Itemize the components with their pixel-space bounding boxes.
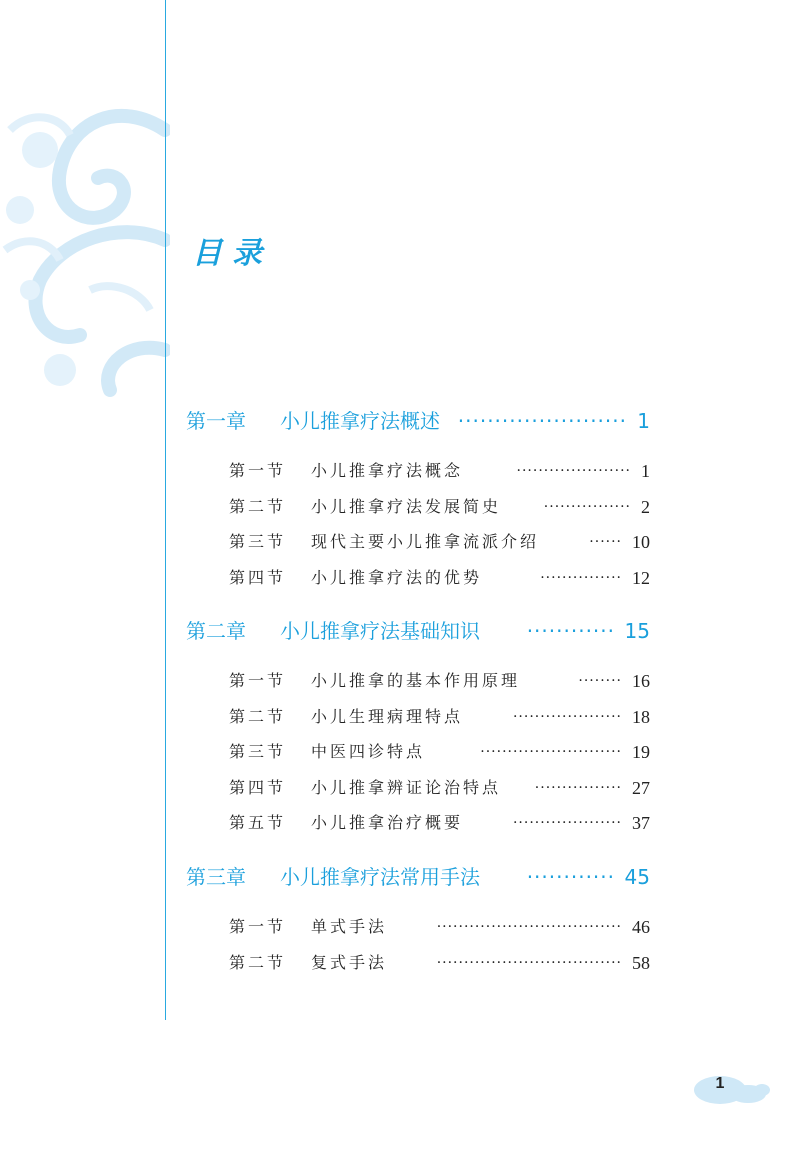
section-title: 小儿推拿治疗概要 (311, 813, 464, 832)
page-number: 1 (715, 1075, 725, 1092)
section-entry[interactable] (0, 948, 800, 978)
section-number: 第二节 (229, 707, 287, 726)
section-number: 第一节 (229, 917, 287, 936)
section-number: 第一节 (229, 461, 287, 480)
chapter-page: 45 (624, 865, 650, 889)
chapter-number: 第三章 (186, 865, 246, 889)
section-entry[interactable] (0, 456, 800, 486)
leader-dots: ····················· (516, 463, 631, 479)
chapter-title: 小儿推拿疗法概述 (280, 409, 440, 433)
section-page: 2 (641, 497, 650, 517)
section-title: 单式手法 (311, 917, 388, 936)
section-page: 37 (632, 813, 650, 833)
section-number: 第二节 (229, 953, 287, 972)
chapter-entry[interactable] (0, 616, 800, 646)
section-page: 10 (632, 532, 650, 552)
section-entry[interactable] (0, 666, 800, 696)
leader-dots: ·································· (436, 919, 622, 935)
section-title: 小儿推拿疗法概念 (311, 461, 464, 480)
section-page: 19 (632, 742, 650, 762)
section-page: 27 (632, 778, 650, 798)
section-number: 第一节 (229, 671, 287, 690)
section-entry[interactable] (0, 492, 800, 522)
leader-dots: ·································· (436, 955, 622, 971)
section-title: 小儿推拿疗法的优势 (311, 568, 483, 587)
section-entry[interactable] (0, 737, 800, 767)
leader-dots: ······ (589, 534, 622, 550)
section-number: 第四节 (229, 778, 287, 797)
chapter-number: 第一章 (186, 409, 246, 433)
section-entry[interactable] (0, 563, 800, 593)
section-entry[interactable] (0, 702, 800, 732)
leader-dots: ········ (578, 673, 622, 689)
section-page: 1 (641, 461, 650, 481)
leader-dots: ············ (526, 865, 615, 889)
section-title: 中医四诊特点 (311, 742, 426, 761)
section-page: 12 (632, 568, 650, 588)
section-number: 第二节 (229, 497, 287, 516)
chapter-page: 1 (637, 409, 650, 433)
section-title: 小儿推拿疗法发展简史 (311, 497, 502, 516)
section-page: 46 (632, 917, 650, 937)
section-entry[interactable] (0, 527, 800, 557)
chapter-entry[interactable] (0, 406, 800, 436)
leader-dots: ············ (526, 619, 615, 643)
section-number: 第三节 (229, 532, 287, 551)
section-entry[interactable] (0, 912, 800, 942)
section-page: 16 (632, 671, 650, 691)
section-page: 58 (632, 953, 650, 973)
section-page: 18 (632, 707, 650, 727)
section-title: 小儿推拿的基本作用原理 (311, 671, 521, 690)
section-entry[interactable] (0, 773, 800, 803)
section-title: 小儿生理病理特点 (311, 707, 464, 726)
chapter-entry[interactable] (0, 862, 800, 892)
chapter-number: 第二章 (186, 619, 246, 643)
leader-dots: ······················· (457, 409, 627, 433)
leader-dots: ··············· (540, 570, 622, 586)
leader-dots: ················ (543, 499, 631, 515)
chapter-title: 小儿推拿疗法常用手法 (280, 865, 480, 889)
leader-dots: ················ (534, 780, 622, 796)
section-number: 第四节 (229, 568, 287, 587)
chapter-page: 15 (624, 619, 650, 643)
section-title: 复式手法 (311, 953, 388, 972)
leader-dots: ···················· (512, 815, 622, 831)
leader-dots: ·························· (480, 744, 622, 760)
leader-dots: ···················· (512, 709, 622, 725)
section-title: 小儿推拿辨证论治特点 (311, 778, 502, 797)
section-number: 第五节 (229, 813, 287, 832)
page-title: 目录 (192, 236, 272, 271)
section-title: 现代主要小儿推拿流派介绍 (311, 532, 540, 551)
section-entry[interactable] (0, 808, 800, 838)
cloud-decoration (0, 90, 170, 410)
section-number: 第三节 (229, 742, 287, 761)
chapter-title: 小儿推拿疗法基础知识 (280, 619, 480, 643)
